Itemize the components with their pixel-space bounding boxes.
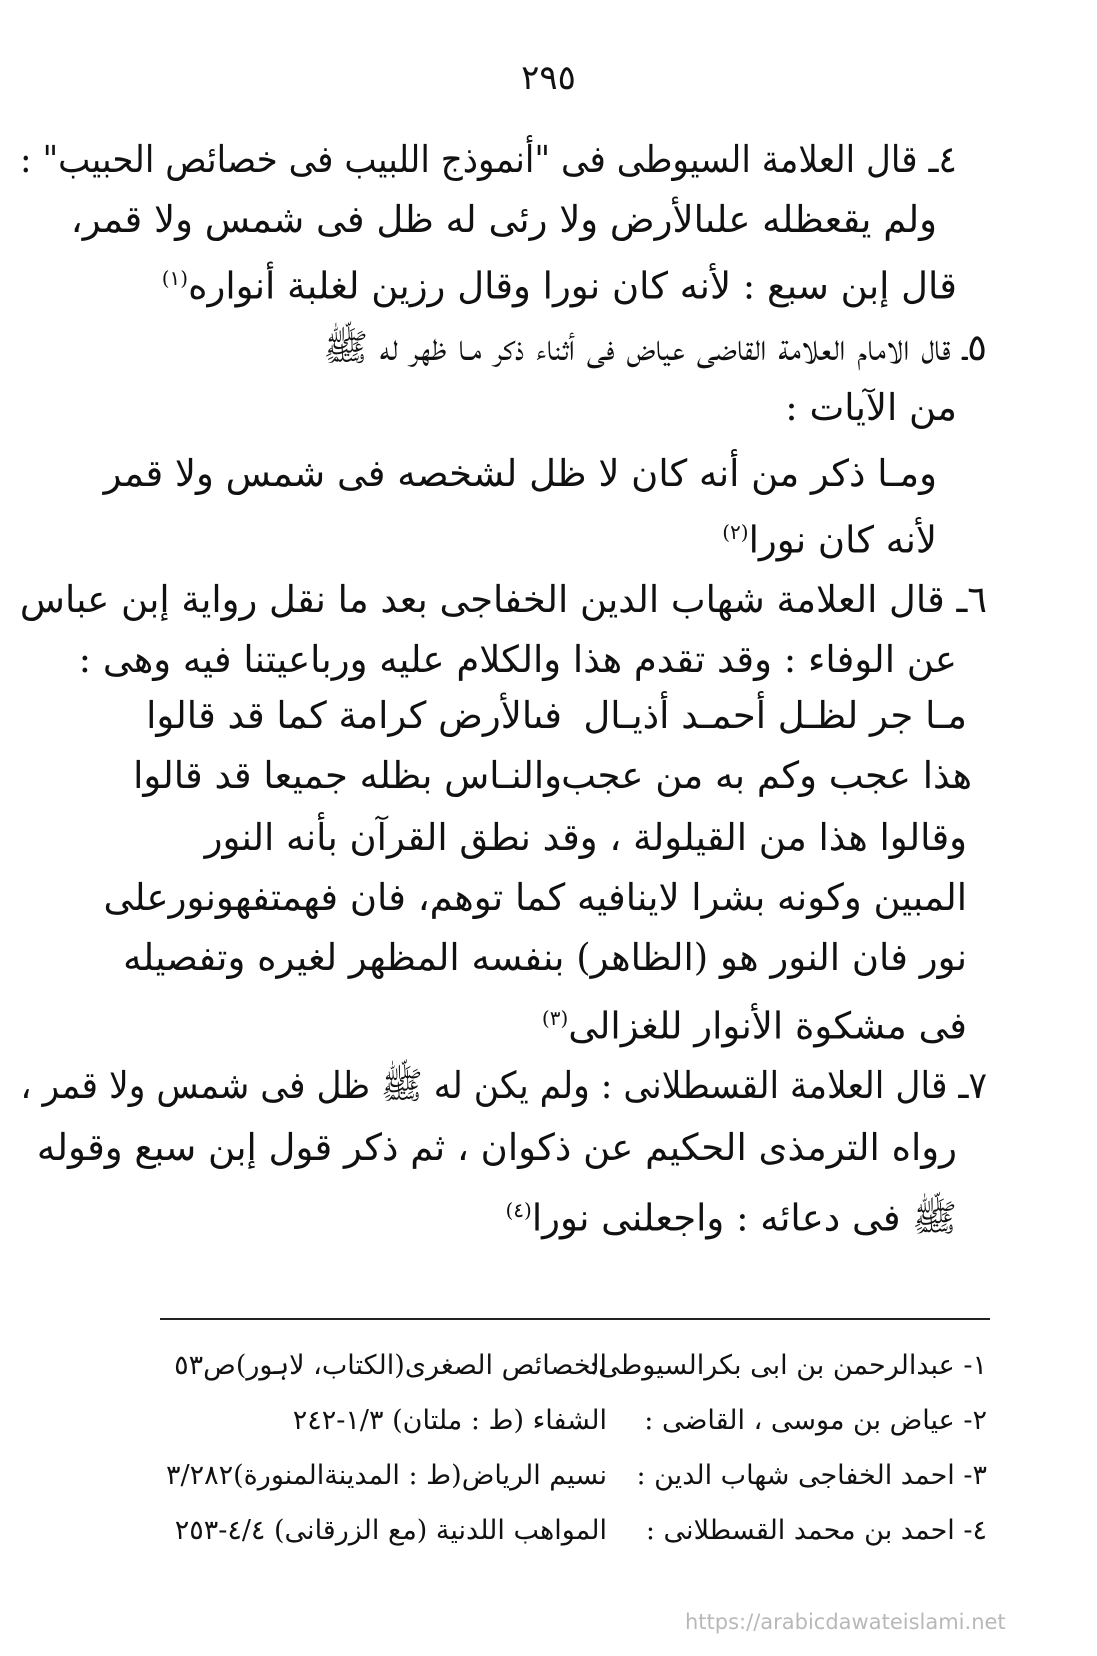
item-5-line-4 — [722, 502, 937, 562]
footnote-1-author: ١- عبدالرحمن بن ابى بكرالسيوطى: — [589, 1350, 987, 1381]
item-6-line-3: وقالوا هذا من القيلولة ، وقد نطق القرآن بأنه النور — [204, 816, 967, 859]
item-4-line-2: ولم يقعظله علىالأرض ولا رئى له ظل فى شمس ولا قمر، — [70, 198, 937, 241]
item-4-line-3 — [162, 248, 957, 308]
verse-1-right: مـا جر لظـل أحمـد أذيـال — [583, 694, 967, 737]
watermark-url: https://arabicdawateislami.net — [685, 1610, 1006, 1634]
item-4-line-1: ٤ـ قال العلامة السيوطى فى "أنموذج اللبيب فى خصائص الحبيب" : — [20, 138, 957, 181]
verse-2-left: والنـاس بظله جميعا قد قالوا — [133, 754, 562, 797]
footnote-ref-1: (١) — [161, 266, 189, 290]
footnote-4-source: المواهب اللدنية (مع الزرقانى) ٤/٤-٢٥٣ — [174, 1515, 607, 1546]
footnote-ref-4: (٤) — [505, 1198, 532, 1222]
item-6-line-5: نور فان النور هو (الظاهر) بنفسه المظهر لغيره وتفصيله — [123, 936, 967, 979]
footnote-ref-2: (٢) — [722, 520, 749, 544]
item-7-line-3 — [505, 1180, 957, 1240]
item-4-line-3-text: قال إبن سبع : لأنه كان نورا وقال رزين لغلبة أنواره — [188, 264, 957, 308]
verse-1-left: فىالأرض كرامة كما قد قالوا — [146, 694, 562, 737]
item-6-line-2: عن الوفاء : وقد تقدم هذا والكلام عليه ورباعيتنا فيه وهى : — [78, 638, 957, 681]
item-7-line-3-text: ﷺ فى دعائه : واجعلنى نورا — [531, 1196, 957, 1240]
footnote-ref-3: (٣) — [541, 1006, 569, 1030]
item-6-line-6 — [542, 988, 967, 1048]
item-6-line-4: المبين وكونه بشرا لاينافيه كما توهم، فان فهمتفهونورعلى — [103, 876, 967, 919]
item-7-line-1: ٧ـ قال العلامة القسطلانى : ولم يكن له ﷺ ظل فى شمس ولا قمر ، — [20, 1064, 987, 1107]
page-number: ٢٩٥ — [521, 58, 576, 98]
item-5-line-1: ٥ـ قال الامام العلامة القاضى عياض فى أثناء ذكر مـا ظهر له ﷺ — [323, 326, 987, 369]
item-5-line-4-text: لأنه كان نورا — [748, 518, 937, 562]
item-6-line-1: ٦ـ قال العلامة شهاب الدين الخفاجى بعد ما نقل رواية إبن عباس — [19, 578, 987, 621]
footnote-4-author: ٤- احمد بن محمد القسطلانى : — [645, 1515, 987, 1546]
item-5-line-3: ومـا ذكر من أنه كان لا ظل لشخصه فى شمس ولا قمر — [103, 452, 937, 495]
footnote-1-source: الخصائص الصغرى(الكتاب، لاہور)ص٥٣ — [174, 1350, 607, 1381]
item-7-line-2: رواه الترمذى الحكيم عن ذكوان ، ثم ذكر قول إبن سبع وقوله — [36, 1126, 957, 1169]
footnote-2-source: الشفاء (ط : ملتان) ١/٣-٢٤٢ — [292, 1405, 607, 1436]
footnote-3-source: نسيم الرياض(ط : المدينةالمنورة)٣/٢٨٢ — [166, 1460, 607, 1491]
item-6-line-6-text: فى مشكوة الأنوار للغزالى — [568, 1004, 967, 1048]
item-5-line-2: من الآيات : — [785, 386, 957, 429]
verse-2-right: هذا عجب وكم به من عجب — [561, 754, 972, 797]
footnote-2-author: ٢- عياض بن موسى ، القاضى : — [644, 1405, 987, 1436]
footnote-divider — [160, 1318, 990, 1320]
footnote-3-author: ٣- احمد الخفاجى شهاب الدين : — [636, 1460, 987, 1491]
